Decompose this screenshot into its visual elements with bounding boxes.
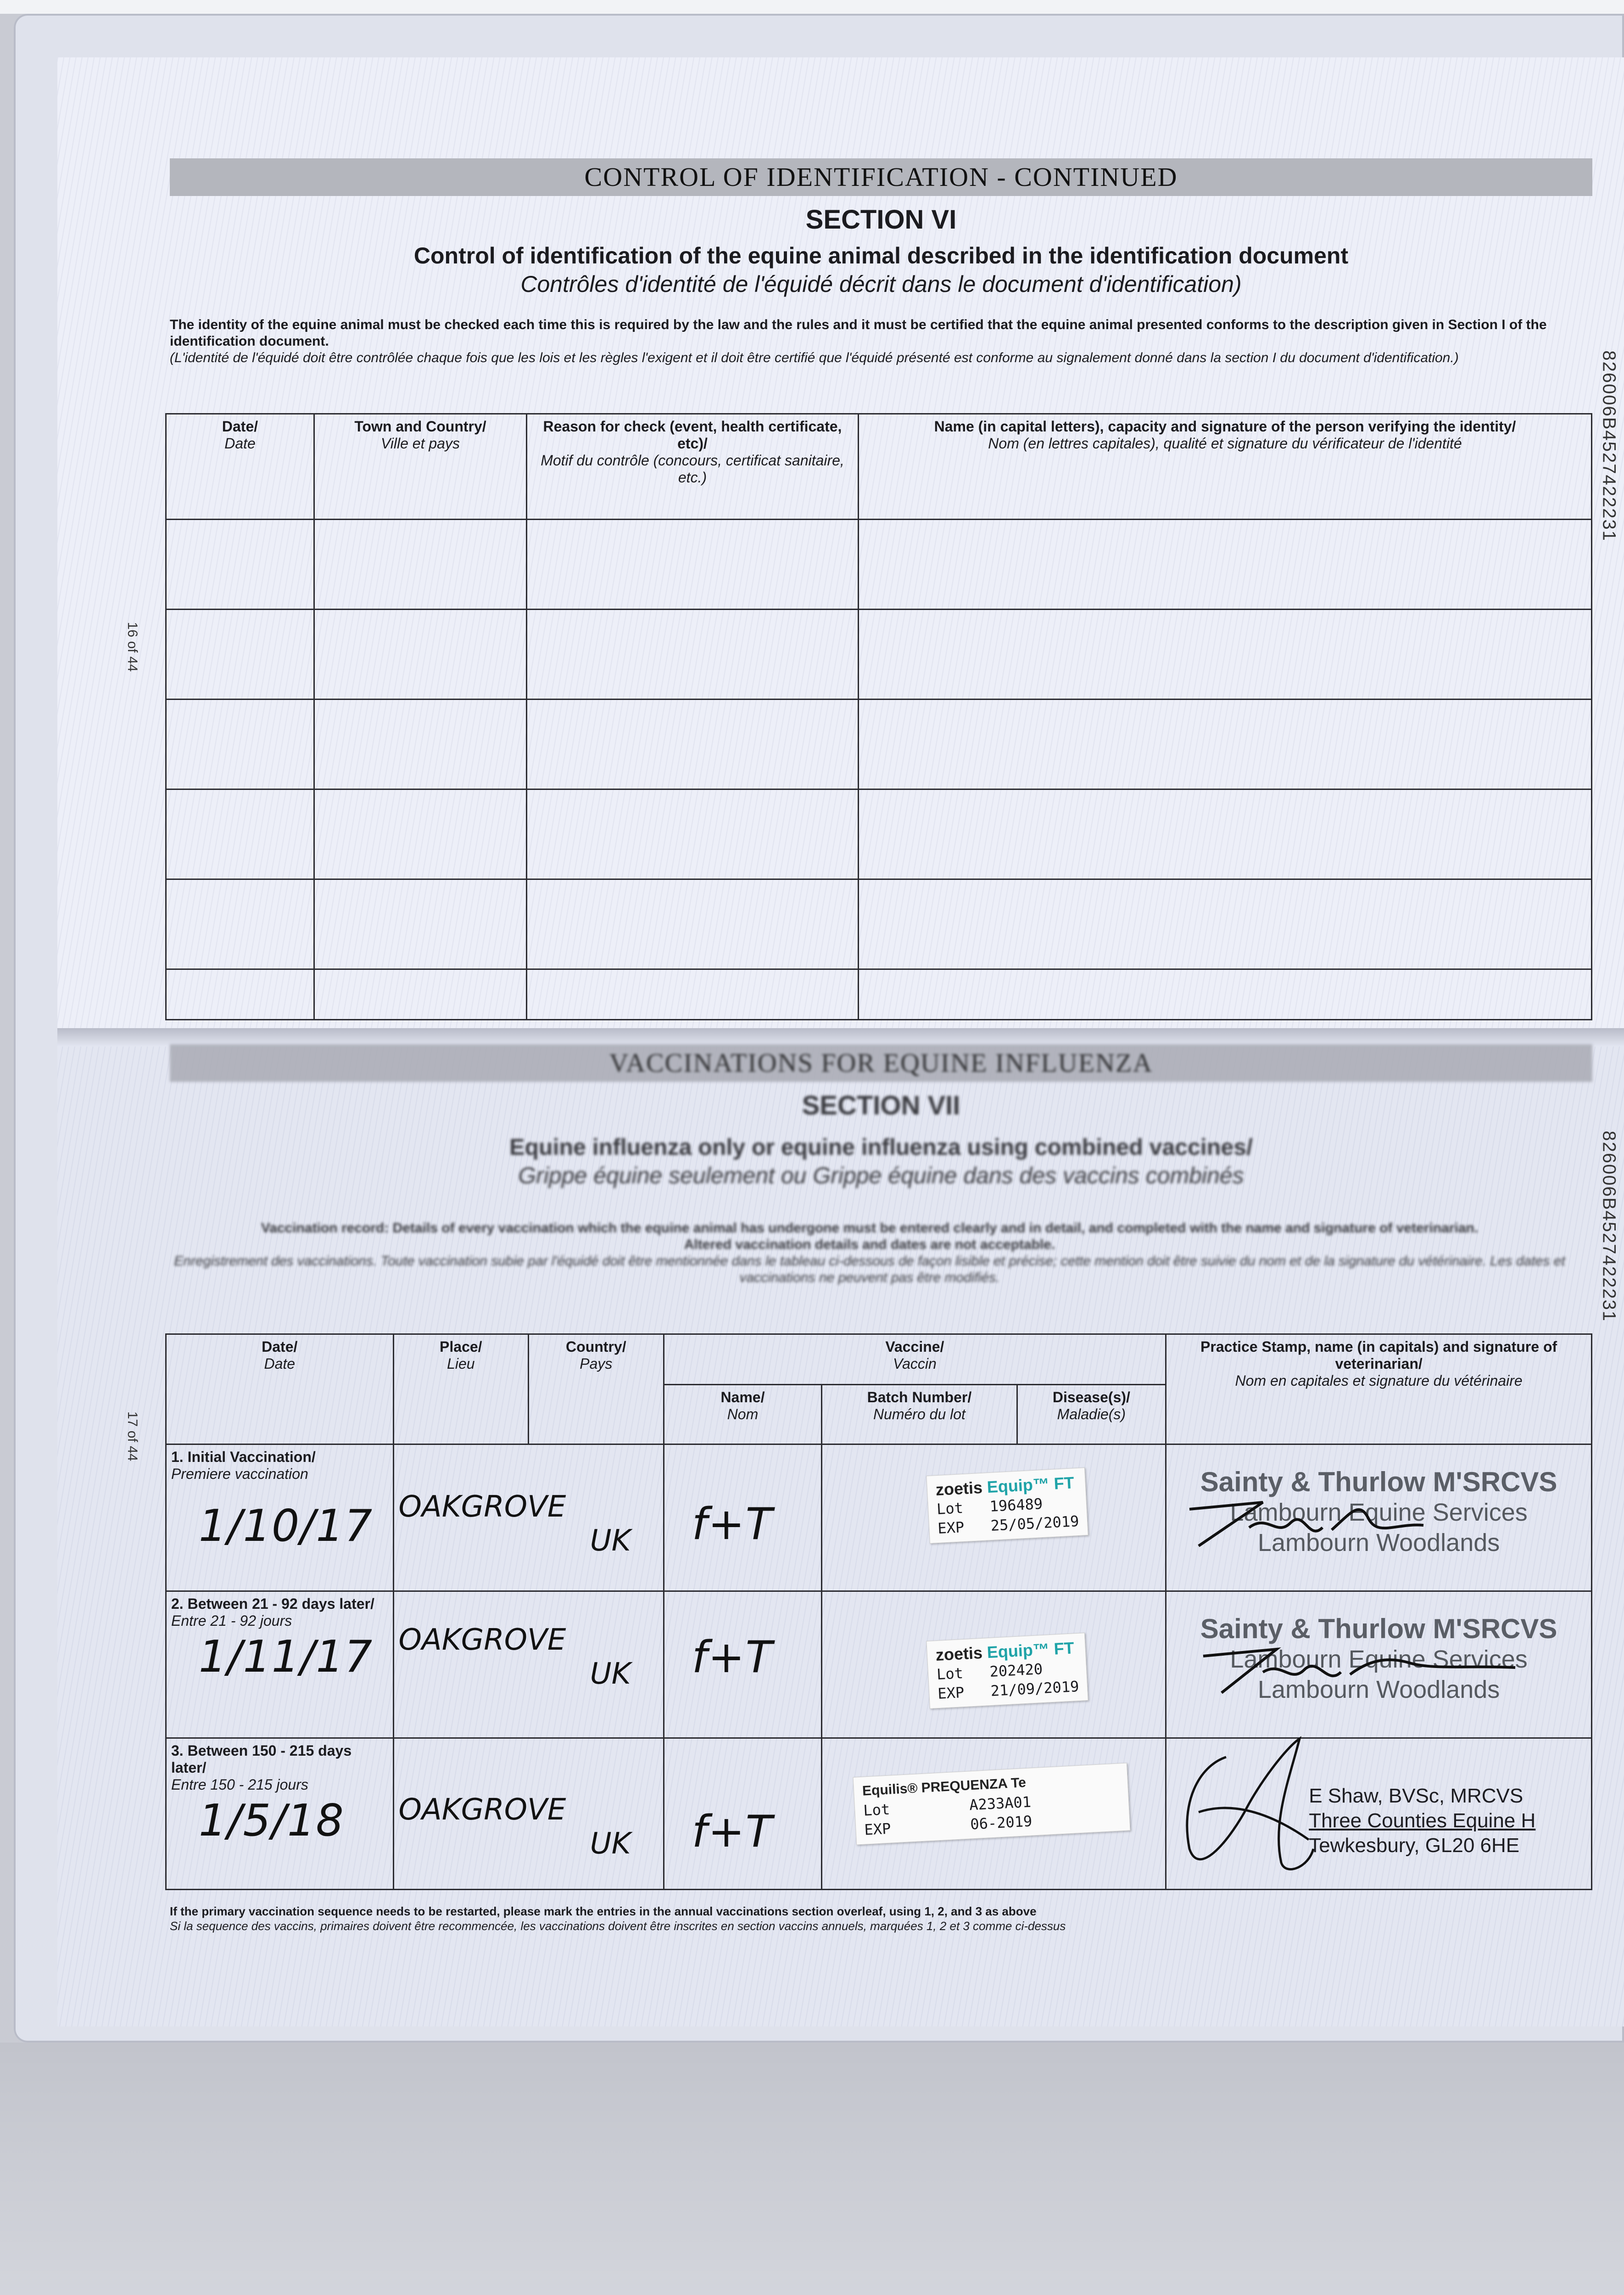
vaccine-name: f+T: [692, 1807, 773, 1857]
batch-sticker: [926, 1633, 1089, 1709]
vaccination-place: OAKGROVE: [398, 1490, 566, 1524]
vaccination-country: UK: [590, 1524, 631, 1558]
row-label: 1. Initial Vaccination/ Premiere vaccination: [171, 1449, 316, 1482]
identification-checks-table: [165, 413, 1592, 1020]
section-vi-title: SECTION VI: [805, 205, 957, 235]
cell-verifier[interactable]: [859, 610, 1592, 700]
instruction-fr: (L'identité de l'équidé doit être contrôlée chaque fois que les lois et les règles l'exigent et il doit être certifié que l'équidé présenté est conforme au signalement donné dans la section I du document d'identification.): [170, 350, 1459, 365]
cell-reason[interactable]: [527, 610, 859, 700]
cell-date[interactable]: [166, 789, 314, 879]
col-batch-number: Batch Number/ Numéro du lot: [822, 1385, 1017, 1444]
place-country-cell[interactable]: [393, 1591, 664, 1738]
vet-signature-1: [1185, 1486, 1460, 1555]
side-id-top: 826006B4527422231: [1599, 350, 1619, 542]
cell-date[interactable]: [166, 879, 314, 969]
practice-stamp: Sainty & Thurlow M'SRCVS Lambourn Equine Services Lambourn Woodlands: [1200, 1467, 1557, 1556]
instruction-fr: Enregistrement des vaccinations. Toute vaccination subie par l'équidé doit être mentionnée dans le tableau ci-dessous de façon lisible et précise; cette mention doit être suivie du nom et de la signature du vétérinaire. Les dates et vaccinations ne peuvent pas être modifiés.: [174, 1254, 1565, 1285]
vaccination-date: 1/11/17: [199, 1632, 374, 1682]
vaccination-date: 1/5/18: [199, 1796, 345, 1846]
cell-date[interactable]: [166, 520, 314, 610]
section-vii-heading: Equine influenza only or equine influenza using combined vaccines/: [509, 1134, 1253, 1160]
instruction-en: The identity of the equine animal must be checked each time this is required by the law and the rules and it must be certified that the equine animal presented conforms to the description given in Section I of the identification document.: [170, 317, 1547, 349]
table-row: [166, 1591, 1592, 1738]
batch-cell[interactable]: [822, 1738, 1166, 1890]
section-vi-heading: Control of identification of the equine animal described in the identification document: [413, 243, 1349, 269]
vaccine-name-cell[interactable]: [664, 1591, 822, 1738]
vaccination-place: OAKGROVE: [398, 1623, 566, 1657]
cell-verifier[interactable]: [859, 879, 1592, 969]
section-vii-banner: VACCINATIONS FOR EQUINE INFLUENZA: [170, 1044, 1592, 1082]
vaccine-name-cell[interactable]: [664, 1738, 822, 1890]
vaccination-place: OAKGROVE: [398, 1793, 566, 1827]
vet-signature-3: [1171, 1730, 1318, 1886]
section-vi-heading-fr: Contrôles d'identité de l'équidé décrit dans le document d'identification): [520, 271, 1242, 297]
table-row: [166, 1738, 1592, 1890]
footnote-en: If the primary vaccination sequence needs to be restarted, please mark the entries in the annual vaccinations section overleaf, using 1, 2, and 3 as above: [170, 1904, 1037, 1918]
col-reason: Reason for check (event, health certificate, etc)/ Motif du contrôle (concours, certificat sanitaire, etc.): [527, 414, 859, 520]
cell-reason[interactable]: [527, 520, 859, 610]
cell-verifier[interactable]: [859, 969, 1592, 1020]
practice-stamp-cell[interactable]: [1166, 1738, 1592, 1890]
vet-signature-2: [1194, 1629, 1524, 1702]
batch-sticker: [926, 1467, 1089, 1544]
section-vi-banner: CONTROL OF IDENTIFICATION - CONTINUED: [170, 158, 1592, 196]
col-date: Date/ Date: [166, 1334, 394, 1444]
cell-town[interactable]: [314, 789, 527, 879]
vaccination-date-cell[interactable]: [166, 1444, 394, 1591]
section-vii-instructions: [170, 1220, 1569, 1286]
col-disease: Disease(s)/ Maladie(s): [1017, 1385, 1166, 1444]
practice-stamp: Sainty & Thurlow M'SRCVS Lambourn Equine Services Lambourn Woodlands: [1200, 1613, 1557, 1703]
scanner-bed-top: [0, 0, 1624, 14]
cell-town[interactable]: [314, 879, 527, 969]
col-place: Place/ Lieu: [393, 1334, 529, 1444]
vaccination-date-cell[interactable]: [166, 1591, 394, 1738]
col-verifier: Name (in capital letters), capacity and signature of the person verifying the identity/ Nom (en lettres capitales), qualité et signature du vérificateur de l'identité: [859, 414, 1592, 520]
side-id-bottom: 826006B4527422231: [1599, 1131, 1619, 1322]
page-number-16: 16 of 44: [125, 622, 140, 672]
cell-town[interactable]: [314, 610, 527, 700]
batch-cell[interactable]: [822, 1444, 1166, 1591]
cell-town[interactable]: [314, 969, 527, 1020]
table-row: [166, 520, 1592, 610]
table-row: [166, 1444, 1592, 1591]
practice-stamp-cell[interactable]: [1166, 1444, 1592, 1591]
section-vii-heading-fr: Grippe équine seulement ou Grippe équine dans des vaccins combinés: [518, 1163, 1244, 1188]
col-town-country: Town and Country/ Ville et pays: [314, 414, 527, 520]
sticker-lot: Lot A233A01: [863, 1793, 1032, 1819]
col-practice-stamp: Practice Stamp, name (in capitals) and signature of veterinarian/ Nom en capitales et signature du vétérinaire: [1166, 1334, 1592, 1444]
place-country-cell[interactable]: [393, 1444, 664, 1591]
col-date: Date/ Date: [166, 414, 314, 520]
cell-reason[interactable]: [527, 789, 859, 879]
vaccine-name: f+T: [692, 1499, 773, 1550]
sticker-brand: zoetis Equip™ FT: [935, 1638, 1075, 1665]
vaccination-country: UK: [590, 1657, 631, 1691]
table-row: [166, 610, 1592, 700]
table-row: [166, 879, 1592, 969]
sticker-brand: Equilis® PREQUENZA Te: [862, 1775, 1027, 1799]
vaccination-date-cell[interactable]: [166, 1738, 394, 1890]
place-country-cell[interactable]: [393, 1738, 664, 1890]
page-fold-shadow: [57, 1028, 1624, 1047]
vaccination-country: UK: [590, 1827, 631, 1861]
sticker-brand: zoetis Equip™ FT: [935, 1473, 1075, 1500]
section-vii-title: SECTION VII: [802, 1091, 960, 1120]
vaccination-footnote: [170, 1904, 1569, 1933]
batch-cell[interactable]: [822, 1591, 1166, 1738]
footnote-fr: Si la sequence des vaccins, primaires doivent être recommencée, les vaccinations doivent être inscrites en section vaccins annuels, marquées 1, 2 et 3 comme ci-dessus: [170, 1919, 1066, 1933]
vaccine-name-cell[interactable]: [664, 1444, 822, 1591]
scanner-bed-bottom: [0, 2043, 1624, 2295]
vaccination-date: 1/10/17: [199, 1501, 374, 1551]
sticker-lot: Lot 196489: [936, 1495, 1044, 1518]
col-vaccine-name: Name/ Nom: [664, 1385, 822, 1444]
vaccination-table: [165, 1333, 1592, 1890]
cell-verifier[interactable]: [859, 789, 1592, 879]
section-vi-instructions: [170, 317, 1569, 366]
vaccine-name: f+T: [692, 1632, 773, 1683]
sticker-exp: EXP 06-2019: [864, 1812, 1033, 1839]
table-row: [166, 700, 1592, 789]
row-label: 3. Between 150 - 215 days later/ Entre 150 - 215 jours: [171, 1742, 352, 1793]
cell-reason[interactable]: [527, 700, 859, 789]
cell-verifier[interactable]: [859, 520, 1592, 610]
cell-reason[interactable]: [527, 969, 859, 1020]
cell-date[interactable]: [166, 969, 314, 1020]
cell-date[interactable]: [166, 700, 314, 789]
col-country: Country/ Pays: [529, 1334, 664, 1444]
table-row: [166, 789, 1592, 879]
cell-town[interactable]: [314, 520, 527, 610]
table-row: [166, 969, 1592, 1020]
instruction-en-2: Altered vaccination details and dates are not acceptable.: [684, 1237, 1055, 1252]
instruction-en-1: Vaccination record: Details of every vaccination which the equine animal has undergone must be entered clearly and in detail, and completed with the name and signature of veterinarian.: [261, 1220, 1479, 1236]
row-label: 2. Between 21 - 92 days later/ Entre 21 - 92 jours: [171, 1595, 374, 1629]
practice-stamp-cell[interactable]: [1166, 1591, 1592, 1738]
sticker-lot: Lot 202420: [936, 1660, 1044, 1684]
cell-town[interactable]: [314, 700, 527, 789]
cell-reason[interactable]: [527, 879, 859, 969]
sticker-exp: EXP 25/05/2019: [937, 1512, 1080, 1537]
cell-date[interactable]: [166, 610, 314, 700]
vet-details: E Shaw, BVSc, MRCVS Three Counties Equine H Tewkesbury, GL20 6HE: [1309, 1785, 1536, 1857]
page-number-17: 17 of 44: [125, 1411, 140, 1461]
col-vaccine: Vaccine/ Vaccin: [664, 1334, 1166, 1385]
cell-verifier[interactable]: [859, 700, 1592, 789]
batch-sticker: [853, 1763, 1131, 1845]
sticker-exp: EXP 21/09/2019: [937, 1677, 1080, 1702]
